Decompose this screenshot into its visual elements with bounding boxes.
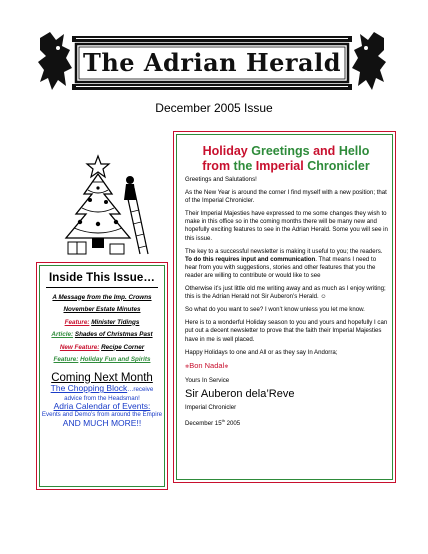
bon-nadal-text: Bon Nadal <box>189 360 225 370</box>
coming-more: AND MUCH MORE!! <box>62 418 142 428</box>
article-date <box>185 417 389 428</box>
headline-word: Holiday <box>202 144 248 158</box>
signature-title: Imperial Chronicler <box>185 403 237 411</box>
griffin-left-icon <box>38 32 72 90</box>
article-paragraph: As the New Year is around the corner I find myself with a new position; that of the Imperial Chronicler. <box>185 189 387 205</box>
article-text: The key to a successful newsletter is making it useful to you; the readers. <box>185 247 383 255</box>
christmas-tree-icon <box>54 150 154 258</box>
toc-item-text: A Message from the Imp. Crowns <box>52 293 152 301</box>
headline-word: Greetings <box>251 144 310 158</box>
article-paragraph <box>185 248 389 280</box>
toc-item-prefix: Feature: <box>64 318 90 326</box>
article-box <box>173 131 396 483</box>
article-paragraph: Otherwise it’s just little old me writing away and as much as I enjoy writing; this is the Adrian Herald not Sir Auberon’s Herald. ☺ <box>185 285 386 301</box>
coming-next-month-title: Coming Next Month <box>51 372 153 384</box>
toc-item-prefix: Article: <box>51 331 74 338</box>
headline-word: Imperial <box>255 159 304 173</box>
toc-item[interactable] <box>42 294 162 301</box>
sidebar-divider <box>46 287 158 288</box>
inside-this-issue-title: Inside This Issue… <box>49 272 155 284</box>
article-headline <box>181 144 391 174</box>
toc-item[interactable] <box>42 331 162 338</box>
masthead <box>36 28 388 96</box>
inside-this-issue-box <box>36 262 168 490</box>
headline-word: and <box>313 144 336 158</box>
date-main: December 15 <box>185 420 222 428</box>
coming-calendar-title: Adria Calendar of Events: <box>53 400 151 411</box>
coming-calendar-note: Events and Demo’s from around the Empire <box>41 411 163 418</box>
article-text: . That means I need to hear from you with suggestions, stories and other features that you the reader are willing to contribute or would like to see <box>185 255 377 279</box>
toc-item[interactable] <box>42 306 162 313</box>
article-paragraph: Greetings and Salutations! <box>185 176 257 183</box>
date-year: 2005 <box>224 420 241 428</box>
toc-item[interactable] <box>42 344 162 351</box>
griffin-right-icon <box>352 32 386 90</box>
masthead-title: The Adrian Herald <box>83 48 341 77</box>
coming-chopping-title: The Chopping Block <box>50 383 128 393</box>
headline-word: from <box>202 159 231 173</box>
article-paragraph: Happy Holidays to one and All or as they say In Andorra; <box>185 348 338 356</box>
coming-chopping-block <box>40 384 164 395</box>
toc-item[interactable] <box>42 356 162 363</box>
article-paragraph: So what do you want to see? I won’t know unless you let me know. <box>185 306 365 314</box>
coming-chopping-note: advice from the Headsman! <box>64 394 140 402</box>
closing-line: Yours In Service <box>185 376 230 384</box>
toc-item-prefix: Feature: <box>53 356 79 363</box>
headline-word: the <box>233 159 253 173</box>
headline-word: Hello <box>338 144 370 158</box>
article-text-bold: To do this requires input and communication <box>185 255 316 263</box>
christmas-tree-illustration <box>54 150 154 258</box>
toc-item-text: Shades of Christmas Past <box>74 331 153 338</box>
date-suffix: th <box>221 418 225 424</box>
bon-nadal: ❄Bon Nadal❄ <box>185 360 229 370</box>
inside-this-issue-inner <box>39 265 165 487</box>
toc-item[interactable] <box>42 319 162 326</box>
article-paragraph: Here is to a wonderful Holiday season to you and yours and hopefully I can put out a decent newsletter to prove that the faith their Imperial Majesties have in me is well placed. <box>185 319 388 343</box>
coming-chopping-tail: …receive <box>127 386 154 393</box>
toc-item-text: Recipe Corner <box>101 343 145 351</box>
toc-item-text: Holiday Fun and Spirits <box>80 356 151 363</box>
toc-item-text: November Estate Minutes <box>63 306 141 313</box>
toc-item-text: Minister Tidings <box>91 318 140 326</box>
headline-word: Chronicler <box>307 159 370 173</box>
signature-name: Sir Auberon dela’Reve <box>185 387 295 400</box>
toc-item-prefix: New Feature: <box>59 343 100 351</box>
article-paragraph: Their Imperial Majesties have expressed to me some changes they wish to make in this office so in the coming months there will be many new and hopefully exciting features to see in the Adrian Herald. Some you will see in this issue. <box>185 210 388 242</box>
issue-label: December 2005 Issue <box>155 101 273 115</box>
article-inner <box>176 134 393 480</box>
article-body <box>185 176 389 433</box>
